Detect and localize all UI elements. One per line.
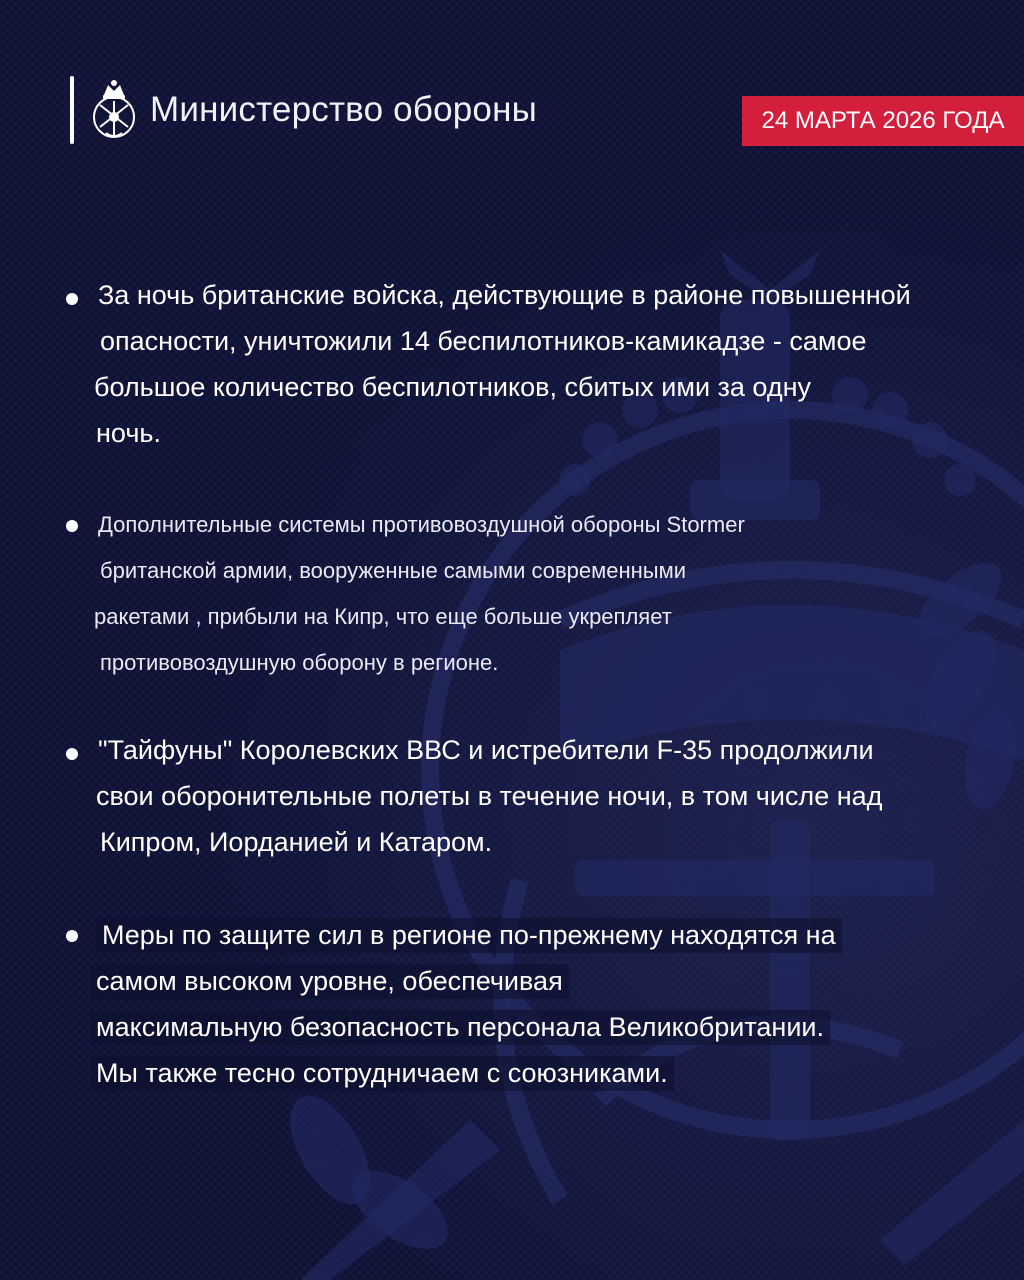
bullet-line: максимальную безопасность персонала Великобритании. bbox=[90, 1010, 830, 1045]
bullet-line: Кипром, Иорданией и Катаром. bbox=[100, 827, 493, 857]
bullet-dot bbox=[66, 748, 78, 760]
bullet-line: "Тайфуны" Королевских ВВС и истребители F-35 продолжили bbox=[98, 735, 874, 765]
header-divider-bar bbox=[70, 76, 74, 144]
bullet-line: опасности, уничтожили 14 беспилотников-камикадзе - самое bbox=[100, 326, 867, 356]
mod-crest-icon bbox=[88, 79, 140, 141]
header-title: Министерство обороны bbox=[150, 90, 537, 129]
header bbox=[70, 76, 537, 144]
bullet-line: большое количество беспилотников, сбитых ими за одну bbox=[94, 372, 812, 402]
bullet-line: ракетами , прибыли на Кипр, что еще больше укрепляет bbox=[94, 604, 672, 629]
bullet-line: самом высоком уровне, обеспечивая bbox=[90, 964, 569, 999]
bullet-line: Дополнительные системы противовоздушной обороны Stormer bbox=[98, 512, 745, 537]
bullet-line: ночь. bbox=[96, 418, 161, 448]
bullet-line: британской армии, вооруженные самыми современными bbox=[100, 558, 687, 583]
bullet-line: За ночь британские войска, действующие в районе повышенной bbox=[98, 280, 911, 310]
bullet-line: противовоздушную оборону в регионе. bbox=[100, 650, 499, 675]
bullet-dot bbox=[66, 930, 78, 942]
bullet-line: свои оборонительные полеты в течение ночи, в том числе над bbox=[96, 781, 883, 811]
bullet-dot bbox=[66, 293, 78, 305]
bullet-line: Мы также тесно сотрудничаем с союзниками. bbox=[90, 1056, 674, 1091]
bullet-dot bbox=[66, 520, 78, 532]
bullet-line: Меры по защите сил в регионе по-прежнему находятся на bbox=[96, 918, 842, 953]
date-badge: 24 МАРТА 2026 ГОДА bbox=[742, 96, 1024, 146]
